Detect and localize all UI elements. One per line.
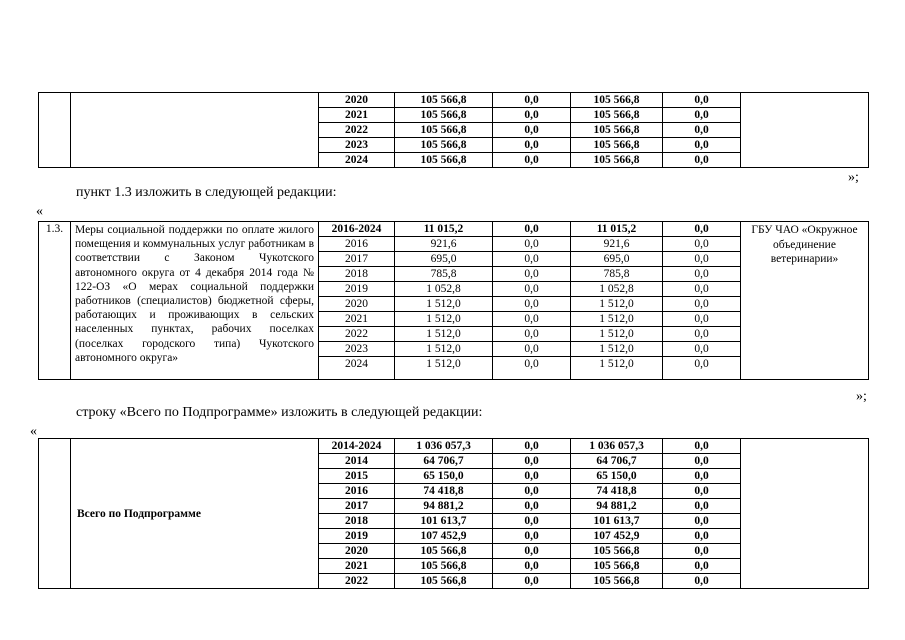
total-cell: 1 036 057,3 xyxy=(395,439,493,454)
table-continuation-body xyxy=(39,93,869,168)
regional-cell: 1 512,0 xyxy=(571,342,663,357)
year-cell: 2021 xyxy=(319,559,395,574)
number-cell xyxy=(39,439,71,589)
federal-cell: 0,0 xyxy=(493,439,571,454)
executor-cell xyxy=(741,93,869,168)
year-cell: 2015 xyxy=(319,469,395,484)
total-cell: 105 566,8 xyxy=(395,544,493,559)
federal-cell: 0,0 xyxy=(493,312,571,327)
regional-cell: 105 566,8 xyxy=(571,108,663,123)
other-cell: 0,0 xyxy=(663,237,741,252)
other-cell: 0,0 xyxy=(663,123,741,138)
other-cell: 0,0 xyxy=(663,357,741,380)
federal-cell: 0,0 xyxy=(493,93,571,108)
regional-cell: 105 566,8 xyxy=(571,574,663,589)
year-cell: 2023 xyxy=(319,138,395,153)
table-item-1-3-body xyxy=(39,222,869,380)
total-cell: 1 512,0 xyxy=(395,312,493,327)
table-total-body xyxy=(39,439,869,589)
regional-cell: 1 512,0 xyxy=(571,327,663,342)
total-cell: 64 706,7 xyxy=(395,454,493,469)
table-row xyxy=(39,222,869,237)
federal-cell: 0,0 xyxy=(493,237,571,252)
regional-cell: 1 512,0 xyxy=(571,357,663,380)
year-cell: 2021 xyxy=(319,312,395,327)
other-cell: 0,0 xyxy=(663,108,741,123)
total-cell: 695,0 xyxy=(395,252,493,267)
other-cell: 0,0 xyxy=(663,454,741,469)
total-cell: 11 015,2 xyxy=(395,222,493,237)
opening-quote-1: « xyxy=(36,204,43,219)
year-cell: 2018 xyxy=(319,267,395,282)
other-cell: 0,0 xyxy=(663,529,741,544)
federal-cell: 0,0 xyxy=(493,327,571,342)
total-cell: 105 566,8 xyxy=(395,138,493,153)
federal-cell: 0,0 xyxy=(493,252,571,267)
closing-quote-1: »; xyxy=(848,170,859,185)
measure-cell xyxy=(71,93,319,168)
other-cell: 0,0 xyxy=(663,93,741,108)
year-cell: 2019 xyxy=(319,282,395,297)
federal-cell: 0,0 xyxy=(493,529,571,544)
year-cell: 2020 xyxy=(319,93,395,108)
number-cell xyxy=(39,93,71,168)
other-cell: 0,0 xyxy=(663,153,741,168)
other-cell: 0,0 xyxy=(663,484,741,499)
year-cell: 2024 xyxy=(319,357,395,380)
other-cell: 0,0 xyxy=(663,544,741,559)
year-cell: 2022 xyxy=(319,327,395,342)
total-cell: 105 566,8 xyxy=(395,574,493,589)
regional-cell: 695,0 xyxy=(571,252,663,267)
total-cell: 785,8 xyxy=(395,267,493,282)
year-cell: 2017 xyxy=(319,252,395,267)
other-cell: 0,0 xyxy=(663,574,741,589)
regional-cell: 105 566,8 xyxy=(571,153,663,168)
year-cell: 2016-2024 xyxy=(319,222,395,237)
federal-cell: 0,0 xyxy=(493,297,571,312)
regional-cell: 101 613,7 xyxy=(571,514,663,529)
federal-cell: 0,0 xyxy=(493,499,571,514)
year-cell: 2018 xyxy=(319,514,395,529)
paragraph-item-1-3: пункт 1.3 изложить в следующей редакции: xyxy=(76,185,337,200)
federal-cell: 0,0 xyxy=(493,469,571,484)
total-cell: 105 566,8 xyxy=(395,108,493,123)
other-cell: 0,0 xyxy=(663,312,741,327)
regional-cell: 1 512,0 xyxy=(571,297,663,312)
other-cell: 0,0 xyxy=(663,138,741,153)
year-cell: 2014 xyxy=(319,454,395,469)
executor-cell xyxy=(741,439,869,589)
federal-cell: 0,0 xyxy=(493,559,571,574)
total-cell: 94 881,2 xyxy=(395,499,493,514)
total-cell: 65 150,0 xyxy=(395,469,493,484)
total-cell: 107 452,9 xyxy=(395,529,493,544)
other-cell: 0,0 xyxy=(663,282,741,297)
regional-cell: 105 566,8 xyxy=(571,138,663,153)
total-cell: 105 566,8 xyxy=(395,93,493,108)
other-cell: 0,0 xyxy=(663,439,741,454)
total-cell: 1 512,0 xyxy=(395,342,493,357)
regional-cell: 105 566,8 xyxy=(571,93,663,108)
regional-cell: 921,6 xyxy=(571,237,663,252)
measure-description: Меры социальной поддержки по оплате жилого помещения и коммунальных услуг работникам в соответствии с Законом Чукотского автономного округа от 4 декабря 2014 года № 122-ОЗ «О мерах социальной поддержки работников (специалистов) бюджетной сферы, работающих и проживающих в сельских населенных пунктах, рабочих поселках (поселках городского типа) Чукотского автономного округа» xyxy=(71,222,319,380)
regional-cell: 64 706,7 xyxy=(571,454,663,469)
federal-cell: 0,0 xyxy=(493,357,571,380)
year-cell: 2016 xyxy=(319,484,395,499)
other-cell: 0,0 xyxy=(663,499,741,514)
paragraph-total-row: строку «Всего по Подпрограмме» изложить в следующей редакции: xyxy=(76,405,483,420)
total-cell: 1 512,0 xyxy=(395,357,493,380)
year-cell: 2020 xyxy=(319,297,395,312)
federal-cell: 0,0 xyxy=(493,484,571,499)
total-cell: 105 566,8 xyxy=(395,123,493,138)
federal-cell: 0,0 xyxy=(493,282,571,297)
federal-cell: 0,0 xyxy=(493,123,571,138)
federal-cell: 0,0 xyxy=(493,138,571,153)
year-cell: 2024 xyxy=(319,153,395,168)
federal-cell: 0,0 xyxy=(493,153,571,168)
regional-cell: 1 052,8 xyxy=(571,282,663,297)
regional-cell: 785,8 xyxy=(571,267,663,282)
total-cell: 921,6 xyxy=(395,237,493,252)
year-cell: 2016 xyxy=(319,237,395,252)
other-cell: 0,0 xyxy=(663,514,741,529)
table-continuation xyxy=(38,92,869,168)
other-cell: 0,0 xyxy=(663,222,741,237)
year-cell: 2022 xyxy=(319,123,395,138)
other-cell: 0,0 xyxy=(663,327,741,342)
item-number: 1.3. xyxy=(39,222,71,380)
federal-cell: 0,0 xyxy=(493,108,571,123)
federal-cell: 0,0 xyxy=(493,267,571,282)
year-cell: 2017 xyxy=(319,499,395,514)
year-cell: 2023 xyxy=(319,342,395,357)
year-cell: 2022 xyxy=(319,574,395,589)
table-row xyxy=(39,93,869,108)
federal-cell: 0,0 xyxy=(493,342,571,357)
other-cell: 0,0 xyxy=(663,559,741,574)
regional-cell: 105 566,8 xyxy=(571,123,663,138)
executor: ГБУ ЧАО «Окружное объединение ветеринарии» xyxy=(741,222,869,380)
regional-cell: 107 452,9 xyxy=(571,529,663,544)
federal-cell: 0,0 xyxy=(493,454,571,469)
regional-cell: 105 566,8 xyxy=(571,559,663,574)
total-cell: 101 613,7 xyxy=(395,514,493,529)
regional-cell: 1 512,0 xyxy=(571,312,663,327)
regional-cell: 65 150,0 xyxy=(571,469,663,484)
total-label: Всего по Подпрограмме xyxy=(71,439,319,589)
total-cell: 1 512,0 xyxy=(395,297,493,312)
total-cell: 1 052,8 xyxy=(395,282,493,297)
table-row xyxy=(39,439,869,454)
other-cell: 0,0 xyxy=(663,469,741,484)
federal-cell: 0,0 xyxy=(493,514,571,529)
table-item-1-3 xyxy=(38,221,869,380)
year-cell: 2019 xyxy=(319,529,395,544)
total-cell: 1 512,0 xyxy=(395,327,493,342)
total-cell: 105 566,8 xyxy=(395,559,493,574)
regional-cell: 94 881,2 xyxy=(571,499,663,514)
regional-cell: 1 036 057,3 xyxy=(571,439,663,454)
regional-cell: 11 015,2 xyxy=(571,222,663,237)
year-cell: 2014-2024 xyxy=(319,439,395,454)
regional-cell: 105 566,8 xyxy=(571,544,663,559)
other-cell: 0,0 xyxy=(663,297,741,312)
closing-quote-2: »; xyxy=(856,389,867,404)
regional-cell: 74 418,8 xyxy=(571,484,663,499)
federal-cell: 0,0 xyxy=(493,574,571,589)
federal-cell: 0,0 xyxy=(493,544,571,559)
opening-quote-2: « xyxy=(30,424,37,439)
total-cell: 74 418,8 xyxy=(395,484,493,499)
other-cell: 0,0 xyxy=(663,267,741,282)
year-cell: 2020 xyxy=(319,544,395,559)
federal-cell: 0,0 xyxy=(493,222,571,237)
other-cell: 0,0 xyxy=(663,252,741,267)
year-cell: 2021 xyxy=(319,108,395,123)
total-cell: 105 566,8 xyxy=(395,153,493,168)
table-total xyxy=(38,438,869,589)
other-cell: 0,0 xyxy=(663,342,741,357)
